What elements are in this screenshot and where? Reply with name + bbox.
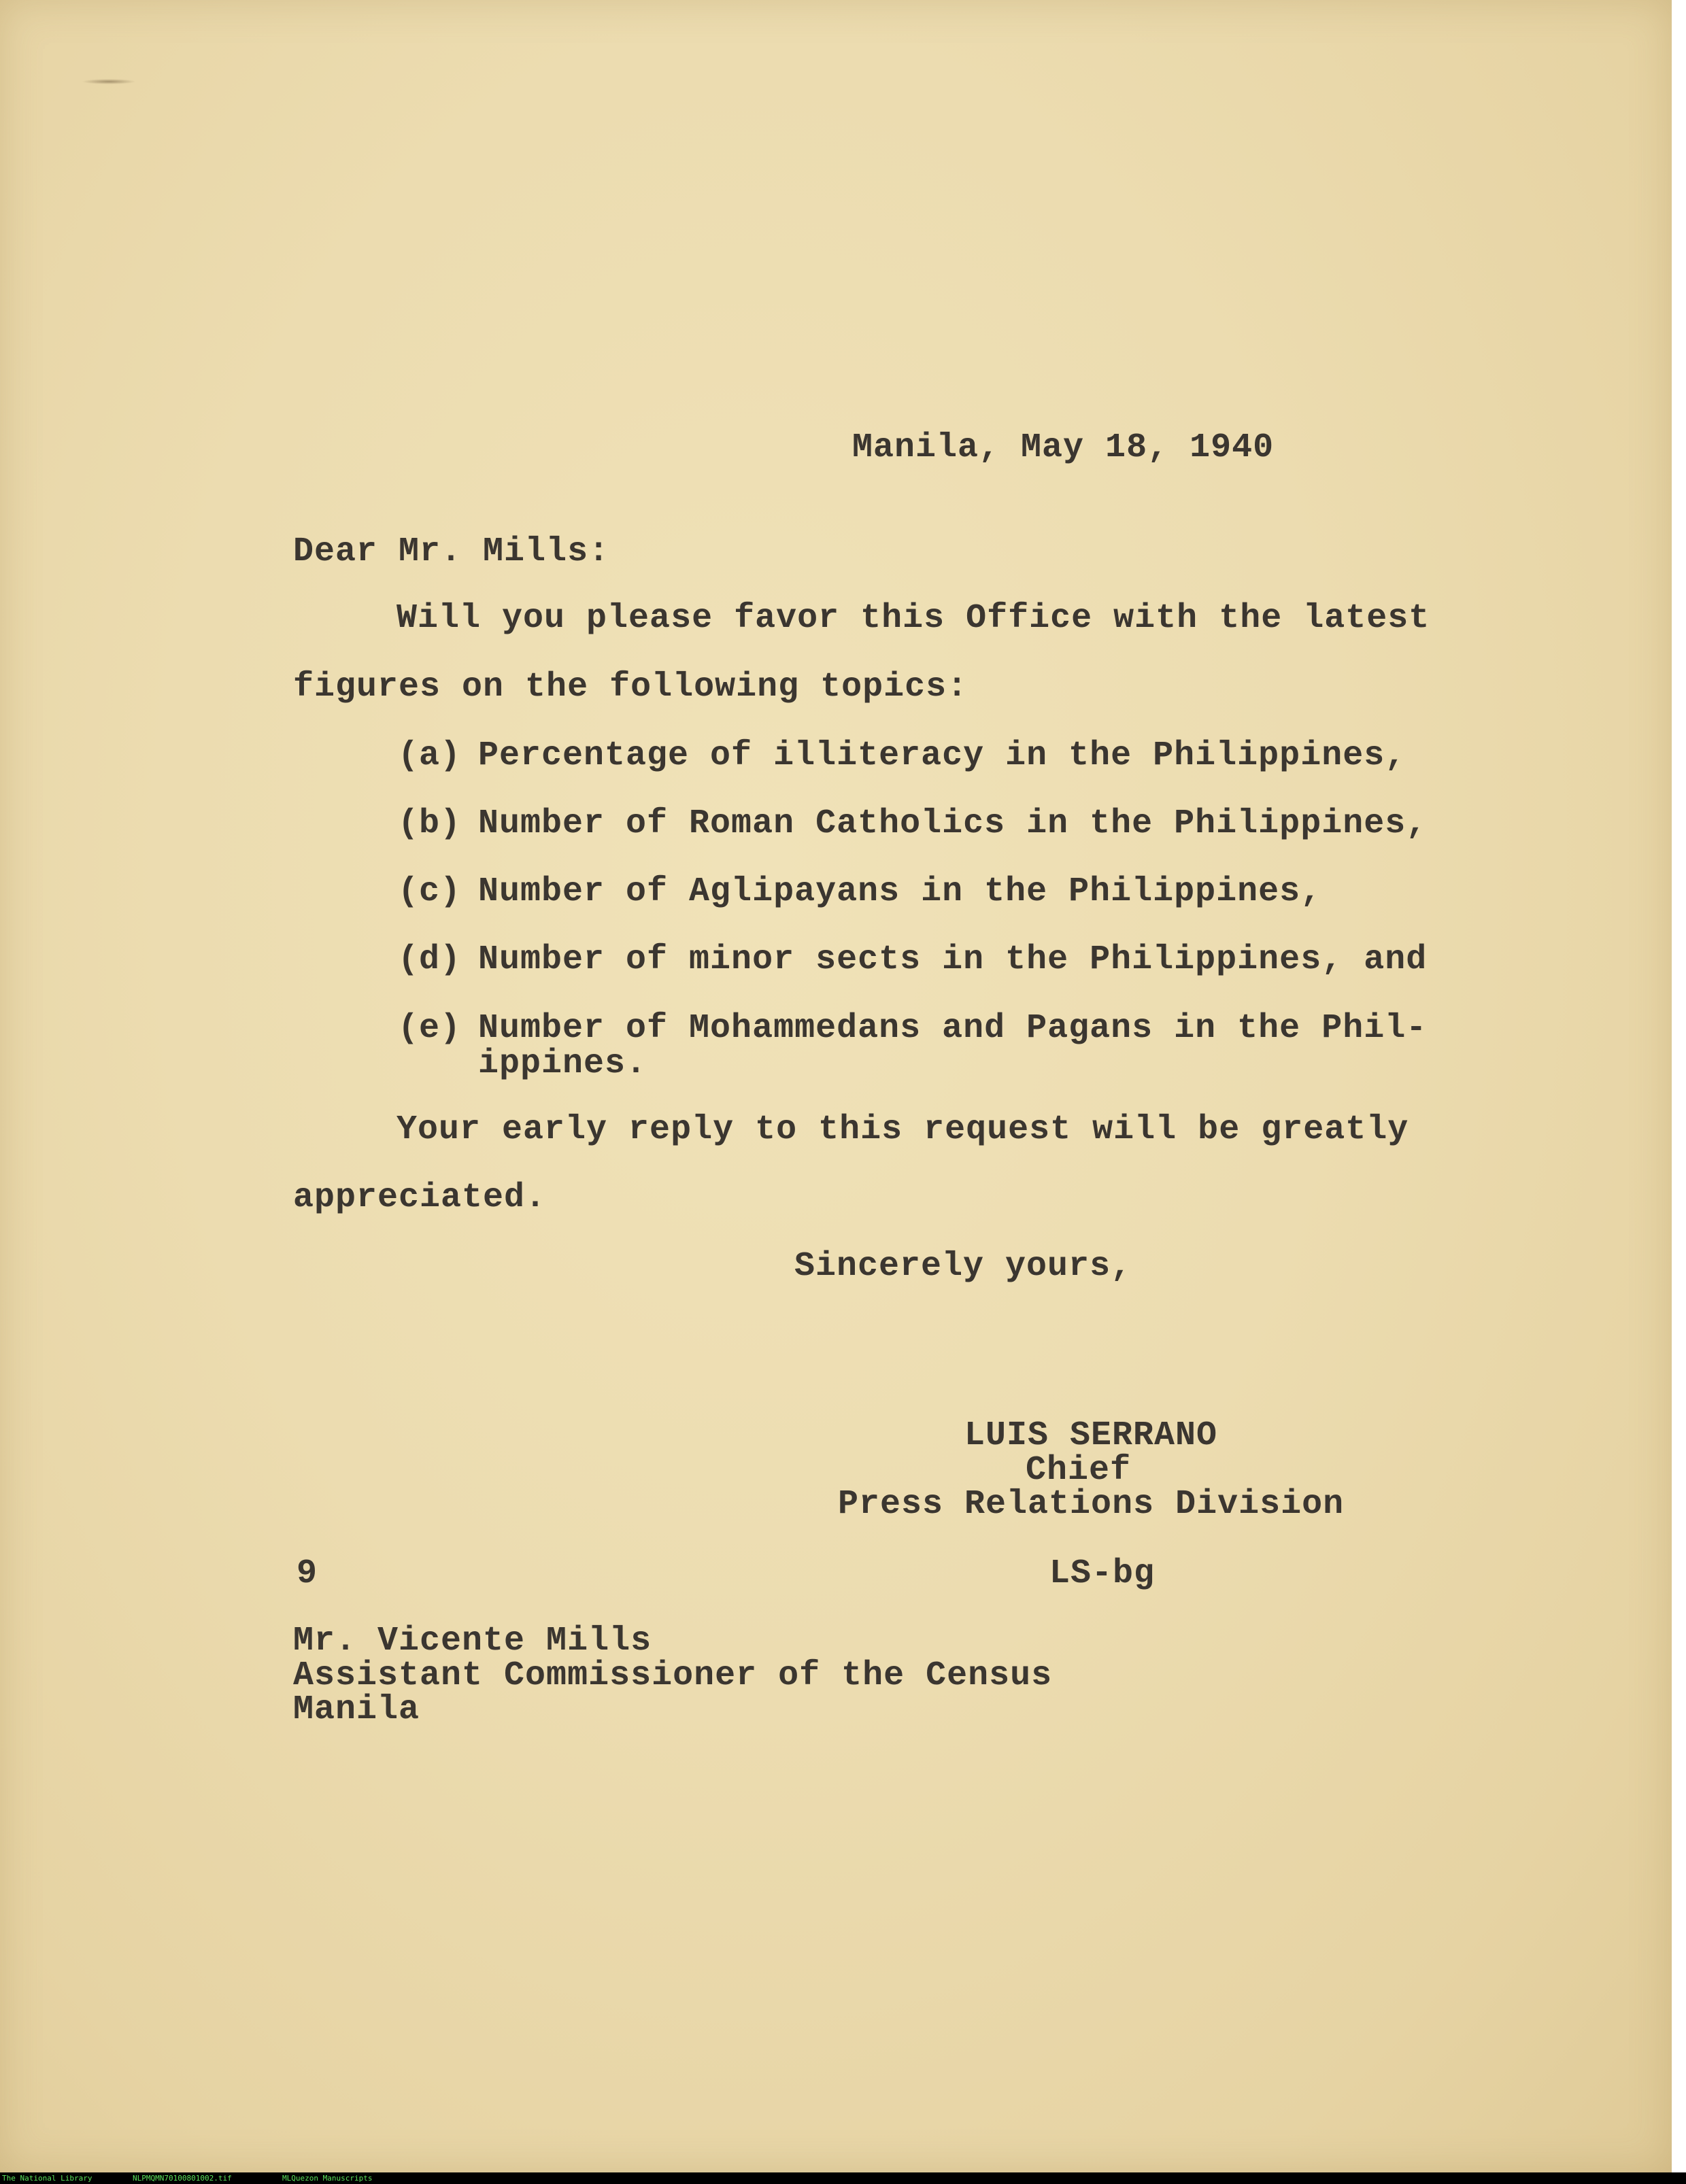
signer-title: Chief [1026,1451,1132,1490]
closing-line-1: Your early reply to this request will be greatly [397,1110,1409,1149]
recipient-name: Mr. Vicente Mills [293,1622,652,1660]
dateline: Manila, May 18, 1940 [852,428,1275,467]
complimentary-close: Sincerely yours, [794,1247,1132,1286]
intro-line-1: Will you please favor this Office with the latest [397,599,1430,638]
closing-line-2: appreciated. [293,1178,547,1217]
topic-label-e: (e) [398,1009,462,1048]
topic-text-a: Percentage of illiteracy in the Philippines, [478,736,1406,775]
signer-division: Press Relations Division [838,1485,1345,1524]
signer-name: LUIS SERRANO [964,1416,1218,1455]
footer-filename: NLPMQMN70100801002.tif [133,2174,232,2183]
recipient-city: Manila [293,1690,420,1729]
topic-text-b: Number of Roman Catholics in the Philippines, [478,804,1428,843]
topic-text-e: Number of Mohammedans and Pagans in the Phil- [478,1009,1428,1048]
topic-label-b: (b) [398,804,462,843]
archive-footer-bar [0,2172,1686,2184]
recipient-position: Assistant Commissioner of the Census [293,1656,1053,1695]
paper-blemish [82,79,136,84]
footer-library: The National Library [2,2174,92,2183]
topic-text-c: Number of Aglipayans in the Philippines, [478,872,1322,911]
file-number: 9 [297,1554,318,1593]
topic-text-d: Number of minor sects in the Philippines, and [478,940,1428,979]
topic-text-e-continuation: ippines. [478,1044,647,1083]
topic-label-c: (c) [398,872,462,911]
footer-collection: MLQuezon Manuscripts [282,2174,373,2183]
reference-initials: LS-bg [1049,1554,1156,1593]
topic-label-a: (a) [398,736,462,775]
topic-label-d: (d) [398,940,462,979]
salutation: Dear Mr. Mills: [293,532,610,571]
intro-line-2: figures on the following topics: [293,668,968,706]
